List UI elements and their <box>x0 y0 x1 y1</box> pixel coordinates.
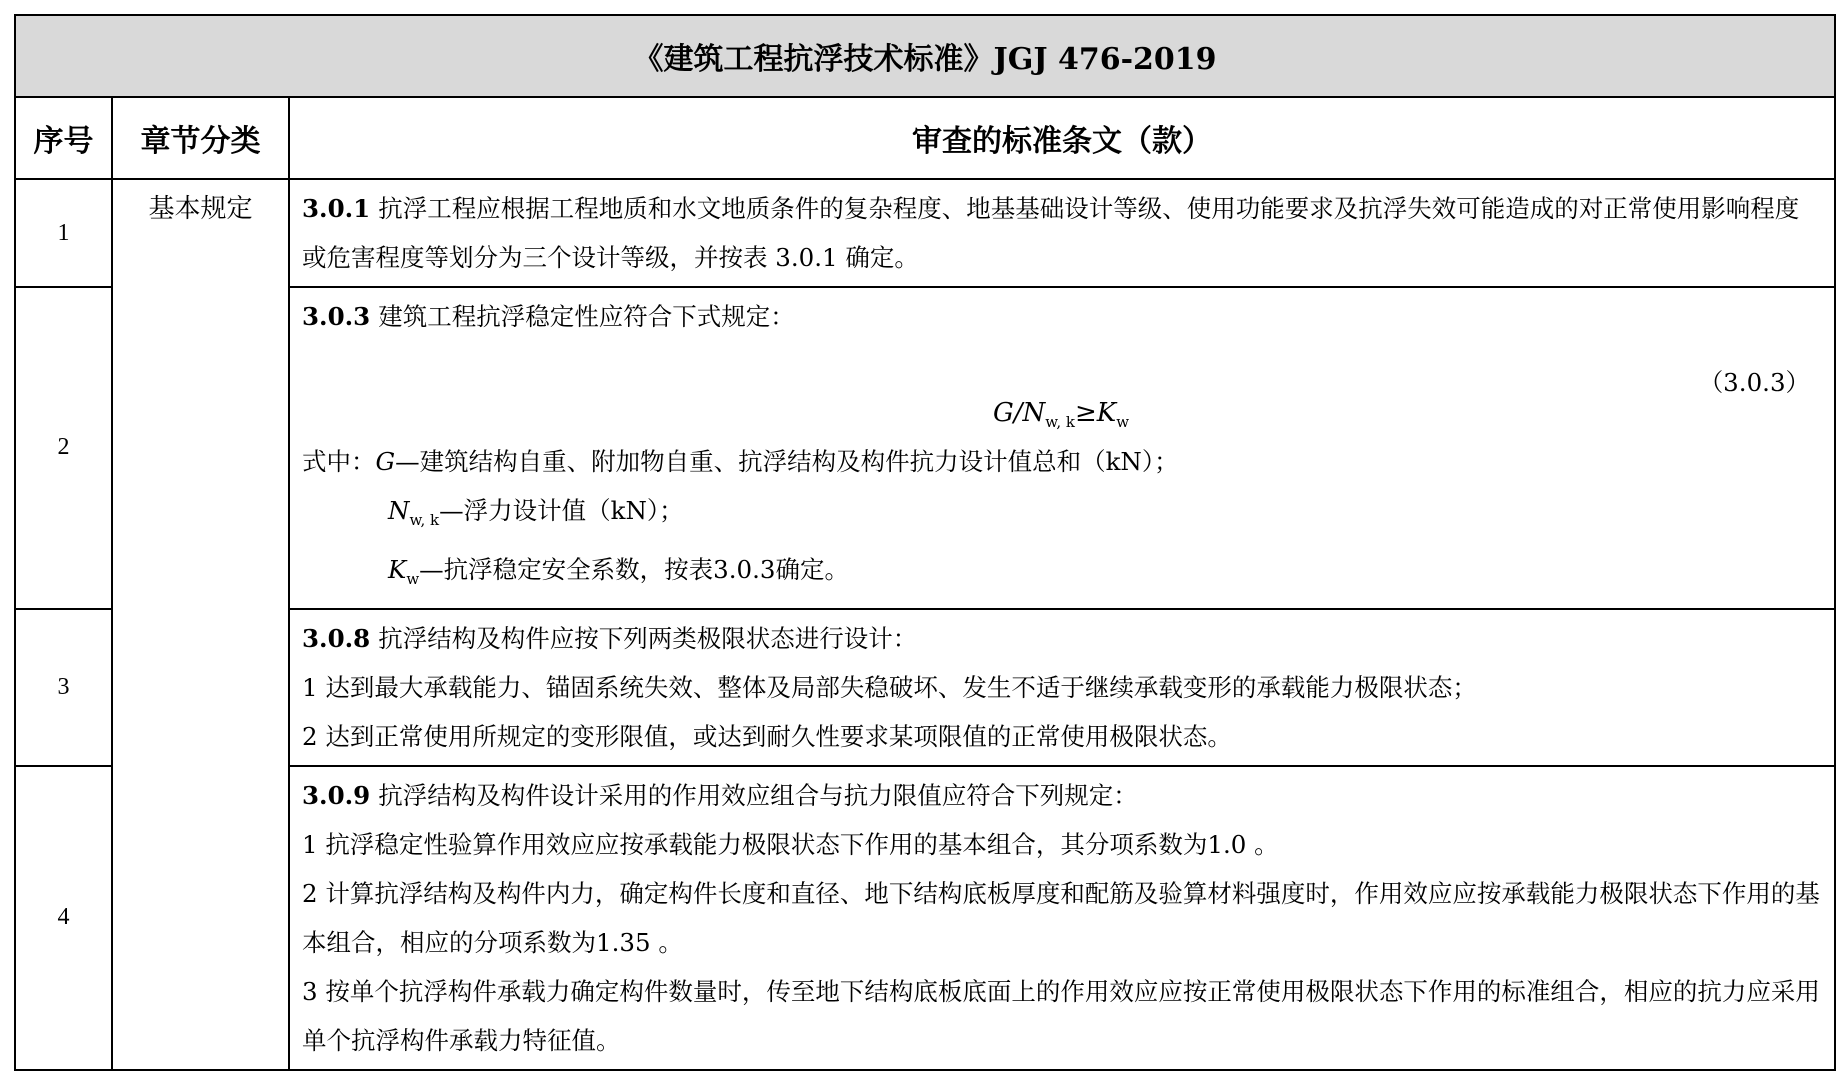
clause-text: 抗浮工程应根据工程地质和水文地质条件的复杂程度、地基基础设计等级、使用功能要求及抗浮失效可能造成的对正常使用影响程度或危害程度等划分为三个设计等级，并按表 3.0.1 确定。 <box>302 194 1800 272</box>
clause-text: 抗浮结构及构件设计采用的作用效应组合与抗力限值应符合下列规定： <box>378 780 1138 810</box>
row-number: 1 <box>15 179 112 287</box>
clause-paragraph <box>302 292 1820 341</box>
title-row <box>15 15 1835 97</box>
formula-lhs-sub: w, k <box>1045 413 1075 432</box>
where-label: 式中： <box>302 447 376 476</box>
clause-content <box>289 609 1835 766</box>
variable-subscript: w <box>406 569 420 588</box>
clause-number: 3.0.1 <box>302 194 371 223</box>
clause-content <box>289 179 1835 287</box>
variable-subscript: w, k <box>409 510 440 529</box>
clause-content <box>289 287 1835 609</box>
row-number: 4 <box>15 766 112 1070</box>
clause-text: 建筑工程抗浮稳定性应符合下式规定： <box>378 302 795 331</box>
chapter-category: 基本规定 <box>112 179 289 1070</box>
clause-text: 抗浮结构及构件应按下列两类极限状态进行设计： <box>378 623 918 653</box>
header-clause: 审查的标准条文（款） <box>289 97 1835 179</box>
variable-line <box>302 545 1820 604</box>
equation-number: （3.0.3） <box>1698 368 1811 397</box>
variable-line <box>302 486 1820 545</box>
variable-description: —抗浮稳定安全系数，按表3.0.3确定。 <box>419 554 849 584</box>
clause-number: 3.0.8 <box>302 623 371 653</box>
clause-number: 3.0.3 <box>302 302 371 331</box>
header-chapter: 章节分类 <box>112 97 289 179</box>
row-number: 2 <box>15 287 112 609</box>
clause-item: 1 抗浮稳定性验算作用效应应按承载能力极限状态下作用的基本组合，其分项系数为1.0 。 <box>302 829 1279 859</box>
variable-symbol: G <box>375 447 396 476</box>
standard-clause-table <box>14 14 1836 1071</box>
table-title: 《建筑工程抗浮技术标准》JGJ 476-2019 <box>15 15 1835 97</box>
formula <box>302 397 1820 438</box>
header-row <box>15 97 1835 179</box>
variable-symbol: K <box>388 554 407 584</box>
formula-operator: ≥ <box>1074 398 1097 428</box>
clause-item: 2 计算抗浮结构及构件内力，确定构件长度和直径、地下结构底板厚度和配筋及验算材料强度时，作用效应应按承载能力极限状态下作用的基本组合，相应的分项系数为1.35 。 <box>302 878 1820 957</box>
formula-lhs: G/N <box>992 398 1046 428</box>
table-row <box>15 179 1835 287</box>
variable-description: —浮力设计值（kN）； <box>439 496 684 525</box>
variable-line <box>302 437 1820 486</box>
clause-item: 2 达到正常使用所规定的变形限值，或达到耐久性要求某项限值的正常使用极限状态。 <box>302 721 1232 751</box>
clause-number: 3.0.9 <box>302 780 371 810</box>
clause-content <box>289 766 1835 1070</box>
formula-rhs: K <box>1096 398 1117 428</box>
row-number: 3 <box>15 609 112 766</box>
standard-review-document <box>14 14 1834 1071</box>
clause-item: 1 达到最大承载能力、锚固系统失效、整体及局部失稳破坏、发生不适于继续承载变形的承载能力极限状态； <box>302 672 1477 702</box>
variable-symbol: N <box>388 496 410 525</box>
formula-block <box>302 341 1820 437</box>
variable-description: —建筑结构自重、附加物自重、抗浮结构及构件抗力设计值总和（kN）； <box>395 447 1179 476</box>
clause-paragraph <box>302 771 1820 820</box>
clause-item: 3 按单个抗浮构件承载力确定构件数量时，传至地下结构底板底面上的作用效应应按正常使用极限状态下作用的标准组合，相应的抗力应采用单个抗浮构件承载力特征值。 <box>302 976 1820 1055</box>
clause-paragraph <box>302 614 1820 663</box>
clause-paragraph <box>302 184 1820 282</box>
formula-rhs-sub: w <box>1116 413 1130 432</box>
header-no: 序号 <box>15 97 112 179</box>
